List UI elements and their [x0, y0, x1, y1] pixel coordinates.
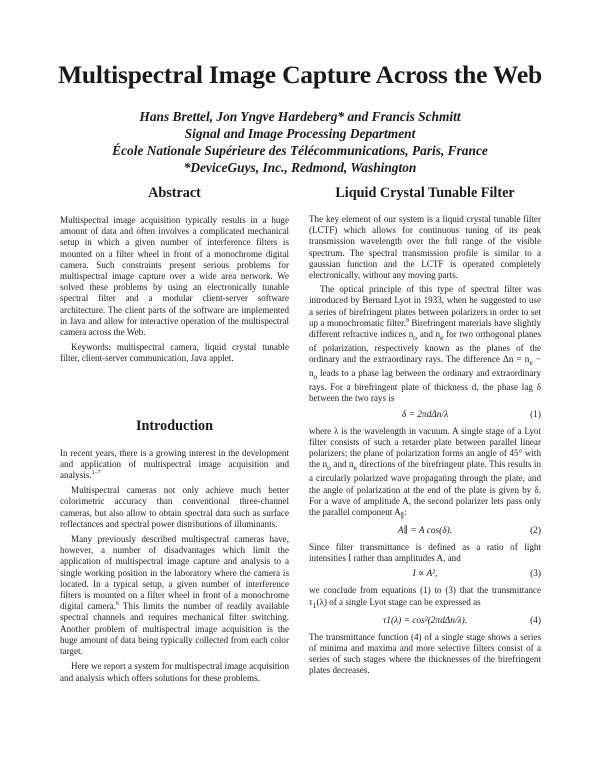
lctf-paragraph-5: we conclude from equations (1) to (3) that the transmittance $\tau_1(\lambda)$ of a single Lyot stage can be expressed as	[309, 585, 541, 610]
lctf-paragraph-2: The optical principle of this type of spectral filter was introduced by Bernard Lyot in 1933, when he suggested to use a series of birefringent plates between polarizers in order to set up a monochromatic filter.$^8$ Birefringent materials have slightly different refractive indices $n_o$ and $n_e$ for two orthogonal planes of polarization, respectively known as the planes of the ordinary and the extraordinary rays. The difference $\Delta n = n_e - n_o$ leads to a phase lag between the ordinary and extraordinary rays. For a birefringent plate of thickness d, the phase lag δ between the two rays is	[309, 284, 541, 404]
lctf-ref-8: 8	[405, 317, 409, 324]
intro-paragraph-2: Multispectral cameras not only achieve much better colorimetric accuracy than conventional three-channel cameras, but also allow to obtain spectral data such as surface reflectances and spectral power distributions of illuminants.	[60, 485, 289, 529]
lctf-paragraph-6: The transmittance function (4) of a single stage shows a series of minima and maxima and more selective filters consist of a series of such stages where the thicknesses of the birefringent plates decreases.	[309, 631, 541, 676]
author-company: *DeviceGuys, Inc., Redmond, Washington	[183, 160, 417, 175]
equation-2: A∥ = A cos(δ). (2)	[397, 525, 541, 536]
equation-1: δ = 2πdΔn/λ (1)	[401, 409, 541, 420]
lctf-paragraph-3: where λ is the wavelength in vacuum. A single stage of a Lyot filter consists of such a retarder plate between parallel linear polarizers; the plane of polarization forms an angle of 45° with the $n_o$ and $n_e$ directions of the birefringent plate. This results in a circularly polarized wave propagating through the plate, and the angle of polarization at the end of the plate is given by δ. For a wave of amplitude A, the second polarizer lets pass only the parallel component $A_\parallel$:	[309, 425, 541, 520]
equation-3-number: (3)	[530, 569, 541, 580]
intro-ref-1: 1–7	[91, 470, 101, 477]
lctf-paragraph-1: The key element of our system is a liquid crystal tunable filter (LCTF) which allows for continuous tuning of its peak transmission wavelength over the full range of the visible spectrum. The spectral transmission profile is similar to a gaussian function and the LCTF is operated completely electronically, without any moving parts.	[309, 214, 541, 281]
author-school: École Nationale Supérieure des Télécommunications, Paris, France	[112, 143, 488, 158]
equation-4: τ1(λ) = cos²(2πdΔn/λ). (4)	[382, 615, 541, 626]
lctf-heading: Liquid Crystal Tunable Filter	[335, 185, 515, 201]
paper-title: Multispectral Image Capture Across the Web	[58, 60, 542, 89]
equation-2-number: (2)	[530, 525, 541, 536]
equation-3: I ∝ A², (3)	[412, 569, 541, 580]
lctf-paragraph-4: Since filter transmittance is defined as a ratio of light intensities I rather than amplitudes A, and	[309, 541, 541, 564]
intro-paragraph-3: Many previously described multispectral cameras have, however, a number of disadvantages which limit the application of multispectral image capture and analysis to a single working position in the laboratory where the camera is located. In a typical setup, a given number of interference filters is mounted on a filter wheel in front of a monochrome digital camera.$^6$ This limits the number of readily available spectral channels and requires mechanical filter switching. Another problem of multispectral image acquisition is the huge amount of data being typically collected from each color target.	[60, 534, 290, 657]
equation-4-number: (4)	[530, 615, 541, 626]
abstract-keywords: Keywords: multispectral camera, liquid crystal tunable filter, client-server communication, Java applet.	[60, 342, 289, 364]
author-block	[0, 108, 600, 176]
intro-paragraph-4: Here we report a system for multispectral image acquisition and analysis which offers solutions for these problems.	[60, 661, 289, 683]
intro-ref-6: 6	[115, 601, 119, 608]
abstract-body: Multispectral image acquisition typically results in a huge amount of data and often involves a complicated mechanical setup in which a given number of interference filters is mounted on a filter wheel in front of a monochrome digital camera. Such constraints present serious problems for multispectral image capture over a wide area network. We solved these problems by using an electronically tunable spectral filter and a modular client-server software architecture. The client parts of the software are implemented in Java and allow for interactive operation of the multispectral camera across the Web.	[60, 215, 289, 338]
intro-paragraph-1: In recent years, there is a growing interest in the development and application of multispectral image acquisition and analysis.$^{1-7}$	[60, 447, 289, 481]
abstract-heading: Abstract	[148, 185, 201, 201]
author-department: Signal and Image Processing Department	[184, 126, 416, 141]
equation-1-number: (1)	[530, 409, 541, 420]
left-column	[60, 184, 289, 684]
right-column	[309, 184, 541, 676]
introduction-heading: Introduction	[136, 417, 213, 434]
author-names: Hans Brettel, Jon Yngve Hardeberg* and Francis Schmitt	[139, 109, 461, 124]
